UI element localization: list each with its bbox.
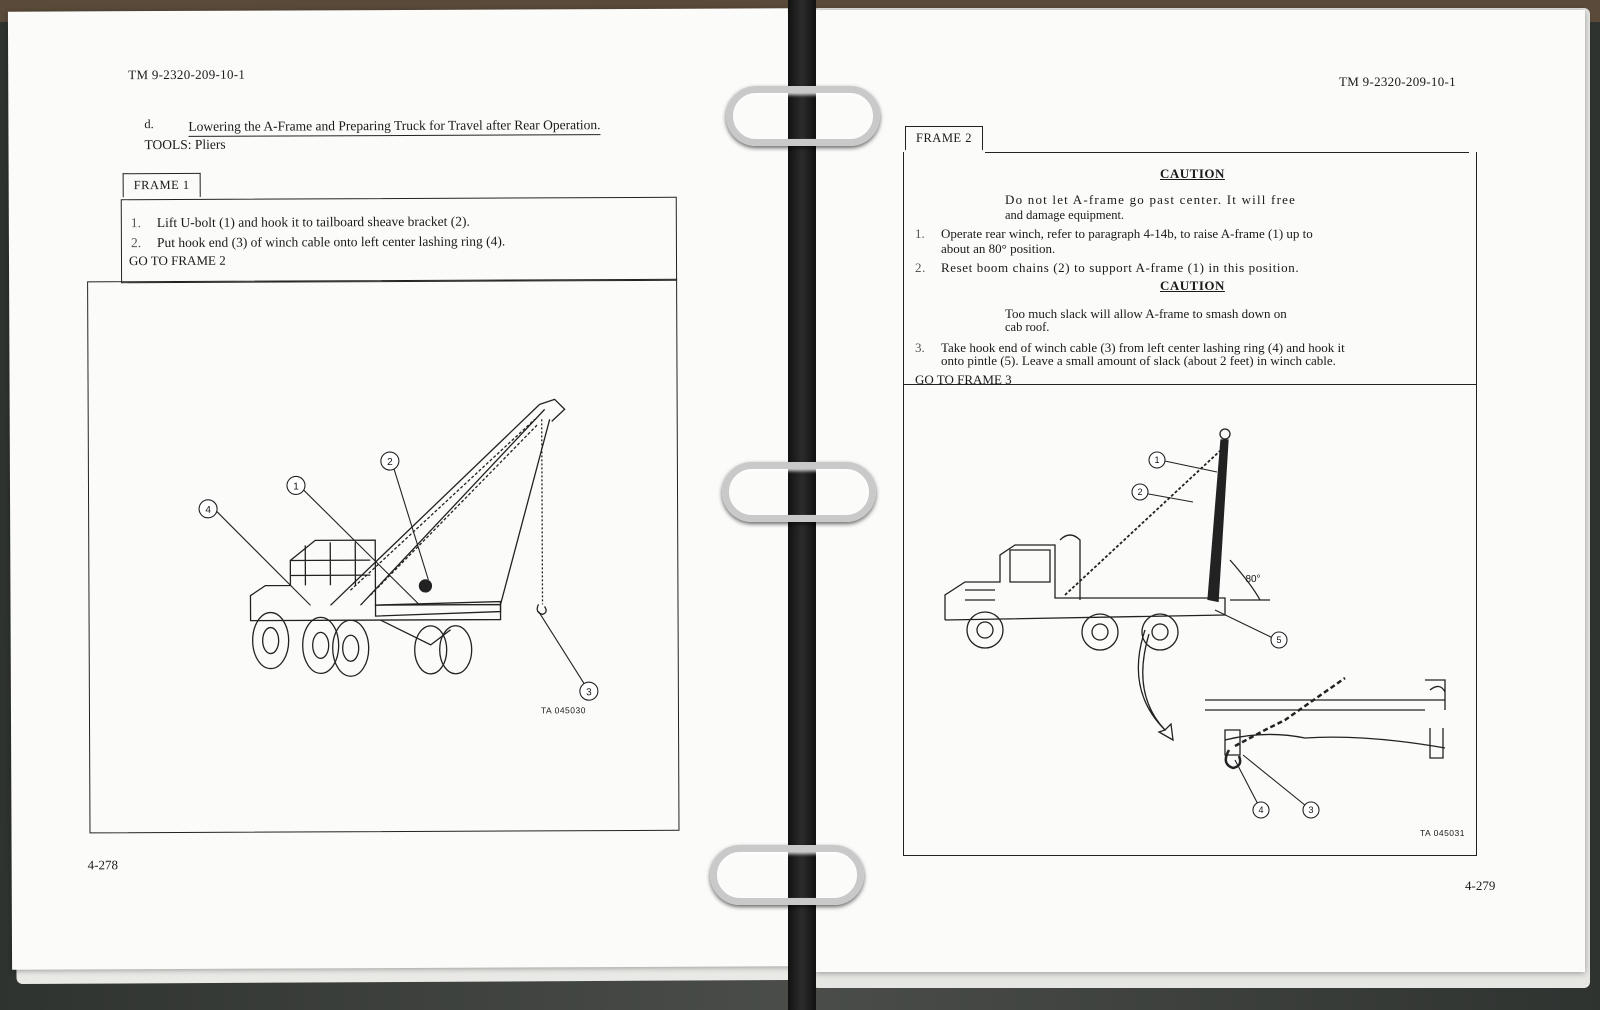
r-callout-label-3: 3 (1308, 805, 1314, 815)
frame-2-tab: FRAME 2 (905, 126, 983, 150)
right-step-3: 3. Take hook end of winch cable (3) from left center lashing ring (4) and hook it (915, 340, 1345, 355)
frame-1-tab: FRAME 1 (123, 173, 201, 197)
left-page-header: TM 9-2320-209-10-1 (128, 66, 246, 83)
right-step-1-cont: about an 80° position. (941, 241, 1056, 256)
left-page-number: 4-278 (87, 857, 119, 873)
callout-label-2: 2 (387, 457, 393, 469)
wrecker-truck-figure-2 (925, 410, 1465, 830)
right-step-2: 2. Reset boom chains (2) to support A-frame (1) in this position. (915, 260, 1300, 275)
r-callout-label-5: 5 (1276, 635, 1282, 645)
binder-ring-middle (722, 462, 876, 522)
callout-label-3: 3 (586, 687, 592, 699)
section-letter: d. (144, 117, 154, 132)
binder-ring-bottom (710, 845, 864, 905)
left-step-1: 1. Lift U-bolt (1) and hook it to tailboard sheave bracket (2). (130, 213, 470, 231)
right-page-number: 4-279 (1465, 878, 1496, 893)
left-goto: GO TO FRAME 2 (128, 252, 226, 269)
caution-2-line-2: cab roof. (1005, 320, 1050, 334)
left-step-2: 2. Put hook end (3) of winch cable onto left center lashing ring (4). (130, 233, 506, 251)
left-figure-id: TA 045030 (540, 705, 586, 716)
right-page-header: TM 9-2320-209-10-1 (1339, 74, 1456, 89)
callout-label-1: 1 (293, 481, 299, 493)
frame-2-top-rule (985, 152, 1469, 153)
r-callout-label-2: 2 (1137, 487, 1143, 497)
caution-2-title: CAUTION (1160, 278, 1225, 293)
wrecker-truck-figure-1 (170, 379, 631, 721)
right-goto: GO TO FRAME 3 (915, 372, 1012, 387)
right-step-3-cont: onto pintle (5). Leave a small amount of slack (about 2 feet) in winch cable. (941, 353, 1336, 368)
right-step-1: 1. Operate rear winch, refer to paragraph 4-14b, to raise A-frame (1) up to (915, 226, 1313, 241)
caution-2-line-1: Too much slack will allow A-frame to smash down on (1005, 306, 1287, 321)
right-page (815, 10, 1585, 972)
section-title: Lowering the A-Frame and Preparing Truck for Travel after Rear Operation. (188, 117, 600, 137)
callout-label-4: 4 (205, 504, 211, 516)
right-figure-id: TA 045031 (1420, 828, 1465, 838)
tools-line: TOOLS: Pliers (144, 136, 226, 153)
caution-1-line-2: and damage equipment. (1005, 208, 1125, 222)
binder-ring-top (726, 86, 880, 146)
caution-1-title: CAUTION (1160, 166, 1225, 181)
r-callout-label-4: 4 (1258, 805, 1264, 815)
caution-1-line-1: Do not let A-frame go past center. It will free (1005, 192, 1297, 207)
r-callout-label-1: 1 (1154, 455, 1160, 465)
left-page (8, 8, 792, 969)
angle-label: 80° (1245, 574, 1261, 585)
